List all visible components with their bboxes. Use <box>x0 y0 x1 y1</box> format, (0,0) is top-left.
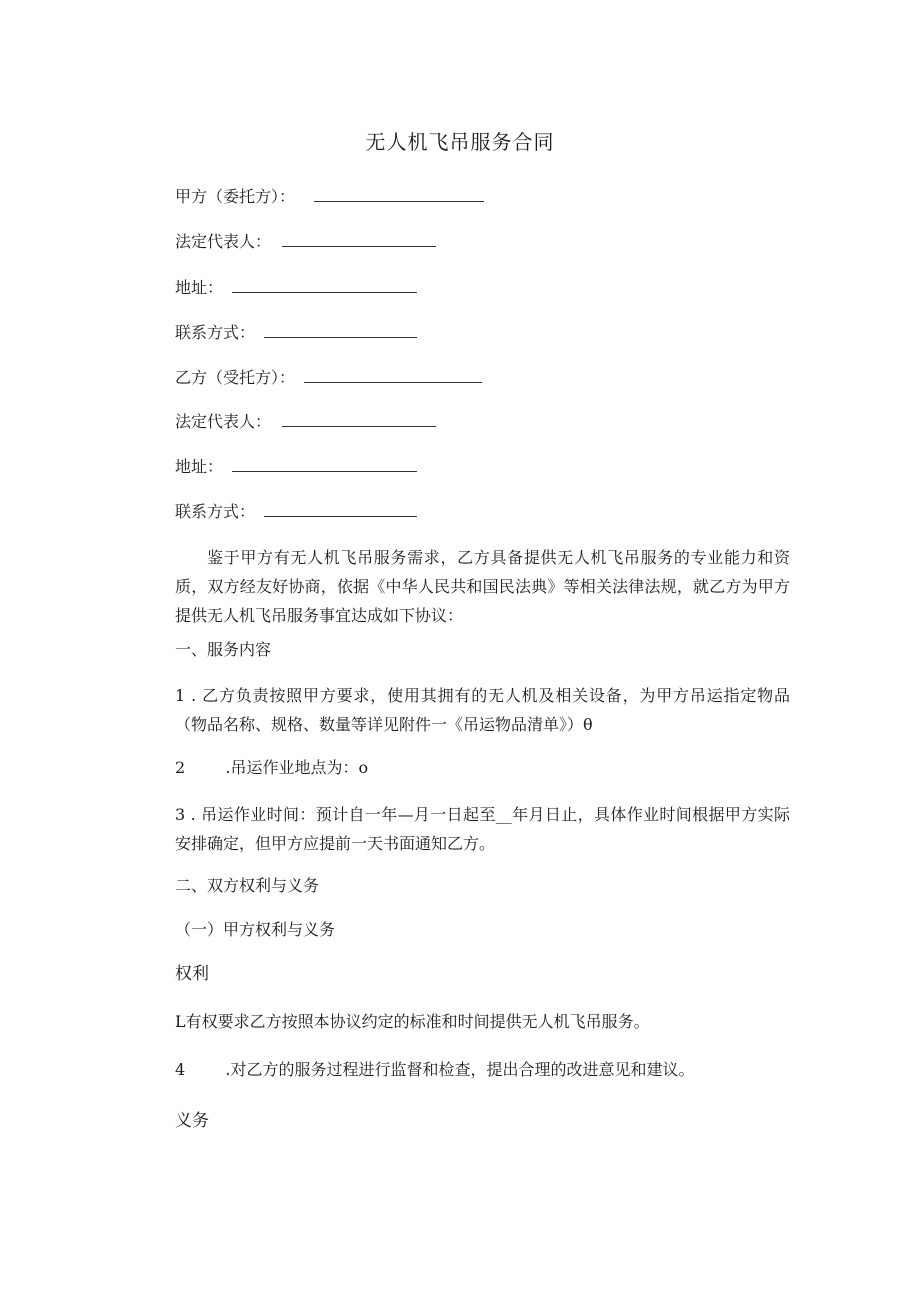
section2-heading: 二、双方权利与义务 <box>175 876 320 895</box>
party-a-contact-blank <box>264 321 417 338</box>
preamble-paragraph: 鉴于甲方有无人机飞吊服务需求，乙方具备提供无人机飞吊服务的专业能力和资质，双方经友好协商，依据《中华人民共和国民法典》等相关法律法规，就乙方为甲方提供无人机飞吊服务事宜达成如下协议： <box>175 548 790 625</box>
party-b-label: 乙方（受托方）： <box>175 368 296 387</box>
party-b-contact-line <box>175 500 417 524</box>
section2-sub1-heading: （一）甲方权利与义务 <box>175 920 336 939</box>
party-b-blank <box>304 366 482 383</box>
party-b-address-blank <box>232 455 417 472</box>
party-b-contact-blank <box>264 500 417 517</box>
party-a-rep-line <box>175 230 436 254</box>
section1-item2-text: .吊运作业地点为：o <box>225 758 369 777</box>
right-item-1: L有权要求乙方按照本协议约定的标准和时间提供无人机飞吊服务。 <box>175 1012 650 1031</box>
section1-item1-text: 1 . 乙方负责按照甲方要求，使用其拥有的无人机及相关设备，为甲方吊运指定物品（物品名称、规格、数量等详见附件一《吊运物品清单》）θ <box>175 686 790 734</box>
party-b-address-label: 地址： <box>175 457 224 476</box>
party-a-label: 甲方（委托方）： <box>175 187 296 206</box>
party-b-contact-label: 联系方式： <box>175 502 256 521</box>
party-a-blank <box>314 185 484 202</box>
section1-item3: 3 . 吊运作业时间：预计自一年—月一日起至__年月日止，具体作业时间根据甲方实际安排确定，但甲方应提前一天书面通知乙方。 <box>175 805 790 853</box>
party-b-rep-blank <box>282 410 436 427</box>
right-item-2 <box>175 1058 694 1082</box>
party-a-line <box>175 185 484 209</box>
rights-label: 权利 <box>175 964 209 984</box>
duties-label: 义务 <box>175 1111 209 1131</box>
party-a-address-blank <box>232 276 417 293</box>
party-a-address-line <box>175 276 417 300</box>
party-a-address-label: 地址： <box>175 278 224 297</box>
section1-item2 <box>175 756 368 780</box>
party-a-rep-label: 法定代表人： <box>175 232 272 251</box>
section1-heading: 一、服务内容 <box>175 640 272 659</box>
party-b-rep-line <box>175 410 436 434</box>
party-b-line <box>175 366 482 390</box>
party-a-rep-blank <box>282 230 436 247</box>
section1-item1 <box>175 681 790 739</box>
section1-item2-number: 2 <box>175 758 186 777</box>
party-a-contact-label: 联系方式： <box>175 323 256 342</box>
right-item-2-text: .对乙方的服务过程进行监督和检查，提出合理的改进意见和建议。 <box>225 1060 695 1079</box>
party-b-rep-label: 法定代表人： <box>175 412 272 431</box>
right-item-2-number: 4 <box>175 1060 186 1079</box>
party-a-contact-line <box>175 321 417 345</box>
document-title: 无人机飞吊服务合同 <box>365 130 555 154</box>
party-b-address-line <box>175 455 417 479</box>
